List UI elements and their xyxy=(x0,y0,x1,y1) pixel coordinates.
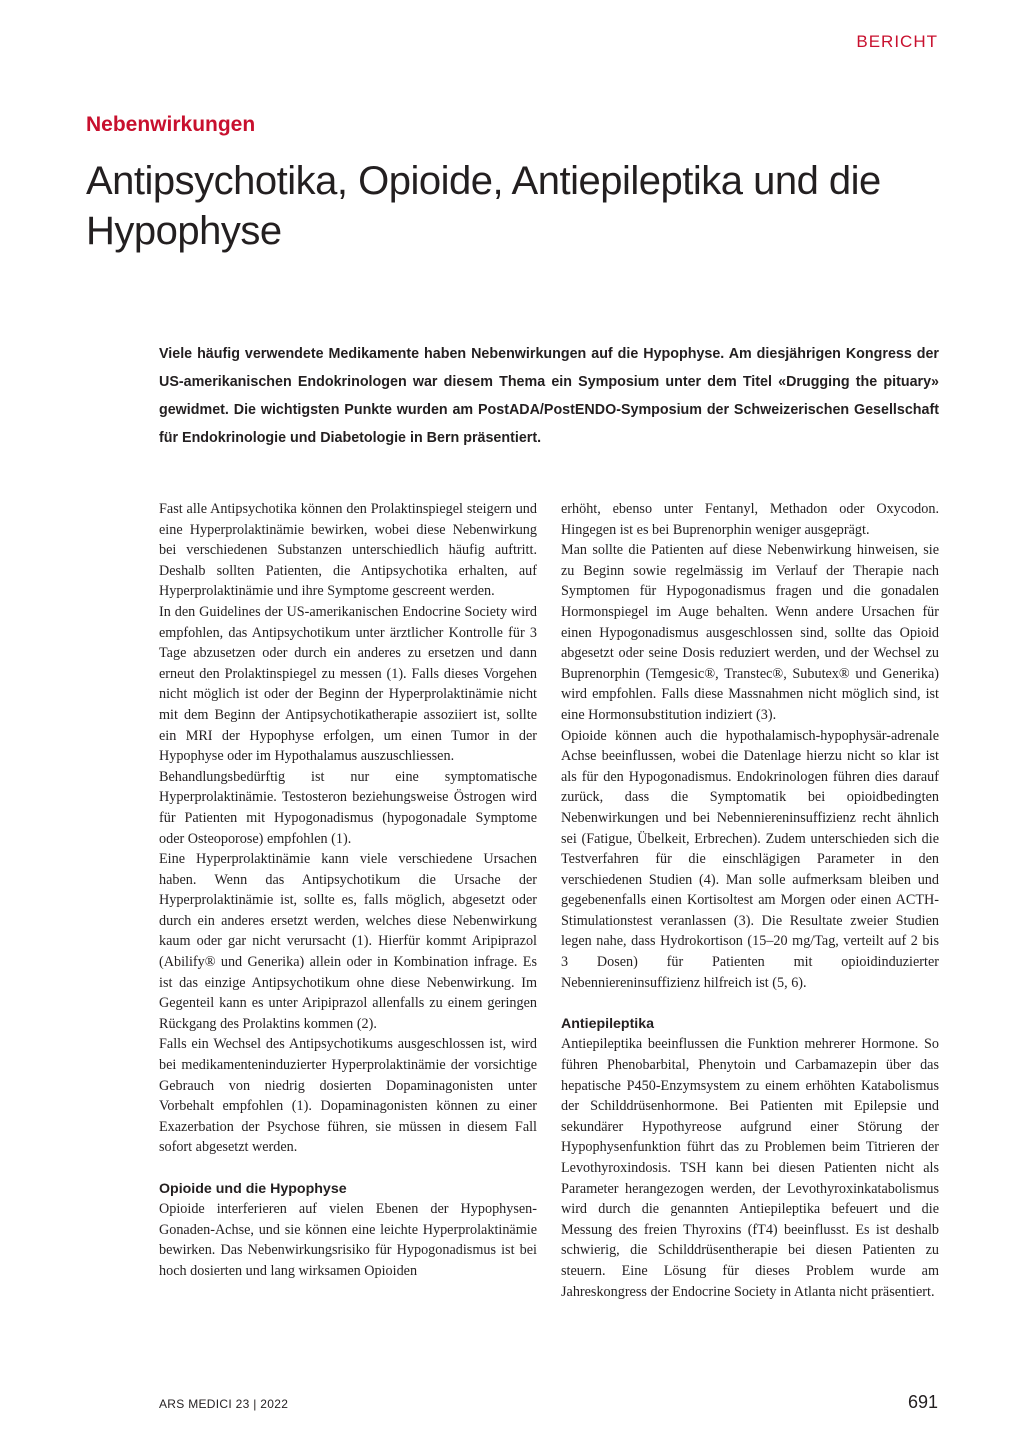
journal-issue: ARS MEDICI 23 | 2022 xyxy=(159,1397,289,1411)
page-number: 691 xyxy=(907,1392,938,1412)
paragraph: Opioide interferieren auf vielen Ebenen der Hypophysen-Gonaden-Achse, und sie können eine leichte Hyperprolaktinämie bewirken. Das Nebenwirkungsrisiko für Hypogonadismus ist bei hoch dosierten und lang wirksamen Opioiden xyxy=(159,1201,537,1279)
paragraph: erhöht, ebenso unter Fentanyl, Methadon oder Oxycodon. Hingegen ist es bei Buprenorphin weniger ausgeprägt. xyxy=(561,501,939,538)
article-title: Antipsychotika, Opioide, Antiepileptika und die Hypophyse xyxy=(86,159,881,253)
paragraph: In den Guidelines der US-amerikanischen Endocrine Society wird empfohlen, das Antipsychotikum unter ärztlicher Kontrolle für 3 Tage abzusetzen oder durch ein anderes zu ersetzen und dann erneut den Prolaktinspiegel zu messen (1). Falls dieses Vorgehen nicht möglich ist oder der Beginn der Hyperprolaktinämie nicht mit dem Beginn der Antipsychotikatherapie assoziiert ist, sollte ein MRI der Hypophyse erfolgen, um einen Tumor in der Hypophyse oder im Hypothalamus auszuschliessen. xyxy=(159,603,537,765)
paragraph: Falls ein Wechsel des Antipsychotikums ausgeschlossen ist, wird bei medikamenteninduzierter Hyperprolaktinämie der vorsichtige Gebrauch von niedrig dosierten Dopaminagonisten unter Vorbehalt empfohlen (1). Dopaminagonisten können zu einer Exazerbation der Psychose führen, sie müssen in diesem Fall sofort abgesetzt werden. xyxy=(159,1036,537,1156)
subheading-opioide: Opioide und die Hypophyse xyxy=(159,1180,347,1197)
paragraph: Man sollte die Patienten auf diese Nebenwirkung hinweisen, sie zu Beginn sowie regelmässig im Verlauf der Therapie nach Symptomen für Hypogonadismus fragen und die gonadalen Hormonspiegel im Auge behalten. Wenn andere Ursachen für einen Hypogonadismus ausgeschlossen sind, sollte das Opioid abgesetzt oder seine Dosis reduziert werden, und der Wechsel zu Buprenorphin (Temgesic®, Transtec®, Subutex® und Generika) wird empfohlen. Falls diese Massnahmen nicht möglich sind, ist eine Hormonsubstitution indiziert (3). xyxy=(561,542,939,723)
paragraph: Antiepileptika beeinflussen die Funktion mehrerer Hormone. So führen Phenobarbital, Phenytoin und Carbamazepin über das hepatische P450-Enzymsystem zu einem erhöhten Katabolismus der Schilddrüsenhormone. Bei Patienten mit Epilepsie und sekundärer Hypothyreose aufgrund einer Störung der Hypophysenfunktion führt das zu Problemen beim Titrieren der Levothyroxindosis. TSH kann bei diesen Patienten nicht als Parameter herangezogen werden, der Levothyroxinkatabolismus wird durch die genannten Antiepileptika befeuert und die Messung des freien Thyroxins (fT4) beeinflusst. Es ist deshalb schwierig, die Schilddrüsentherapie bei diesen Patienten zu steuern. Eine Lösung für dieses Problem wurde am Jahreskongress der Endocrine Society in Atlanta nicht präsentiert. xyxy=(561,1036,939,1300)
body-column-right xyxy=(561,499,939,1302)
subheading-antiepileptika: Antiepileptika xyxy=(561,1015,655,1032)
paragraph: Fast alle Antipsychotika können den Prolaktinspiegel steigern und eine Hyperprolaktinämie bewirken, wobei diese Nebenwirkung bei verschiedenen Substanzen unterschiedlich häufig auftritt. Deshalb sollten Patienten, die Antipsychotika erhalten, auf Hyperprolaktinämie und ihre Symptome gescreent werden. xyxy=(159,501,537,600)
section-label: BERICHT xyxy=(856,32,938,51)
article-lead: Viele häufig verwendete Medikamente haben Nebenwirkungen auf die Hypophyse. Am diesjährigen Kongress der US-amerikanischen Endokrinologen war diesem Thema ein Symposium unter dem Titel «Drugging the pituary» gewidmet. Die wichtigsten Punkte wurden am PostADA/PostENDO-Symposium der Schweizerischen Gesellschaft für Endokrinologie und Diabetologie in Bern präsentiert. xyxy=(159,346,939,446)
paragraph: Behandlungsbedürftig ist nur eine symptomatische Hyperprolaktinämie. Testosteron beziehungsweise Östrogen wird für Patienten mit Hypogonadismus (hypogonadale Symptome oder Osteoporose) empfohlen (1). xyxy=(159,768,537,847)
body-column-left xyxy=(159,499,537,1282)
article-kicker: Nebenwirkungen xyxy=(86,113,256,136)
paragraph: Opioide können auch die hypothalamisch-hypophysär-adrenale Achse beeinflussen, wobei die Datenlage hierzu nicht so klar ist als für den Hypogonadismus. Endokrinologen führen dies darauf zurück, dass die Symptomatik bei opioidbedingten Nebenwirkungen und bei Nebenniereninsuffizienz recht ähnlich sei (Fatigue, Übelkeit, Erbrechen). Zudem unterschieden sich die Testverfahren für die einschlägigen Parameter in den verschiedenen Studien (4). Man solle aufmerksam bleiben und gegebenenfalls einen Kortisoltest am Morgen oder einen ACTH-Stimulationstest veranlassen (3). Die Resultate zweier Studien legen nahe, dass Hydrokortison (15–20 mg/Tag, verteilt auf 2 bis 3 Dosen) für Patienten mit opioidinduzierter Nebenniereninsuffizienz hilfreich ist (5, 6). xyxy=(561,727,939,991)
paragraph: Eine Hyperprolaktinämie kann viele verschiedene Ursachen haben. Wenn das Antipsychotikum die Ursache der Hyperprolaktinämie ist, sollte es, falls möglich, abgesetzt oder durch ein anderes ersetzt werden, welches diese Nebenwirkung kaum oder gar nicht verursacht (1). Hierfür kommt Aripiprazol (Abilify® und Generika) allein oder in Kombination infrage. Es ist das einzige Antipsychotikum ohne diese Nebenwirkung. Im Gegenteil kann es unter Aripiprazol allenfalls zu einem geringen Rückgang des Prolaktins kommen (2). xyxy=(159,851,537,1032)
